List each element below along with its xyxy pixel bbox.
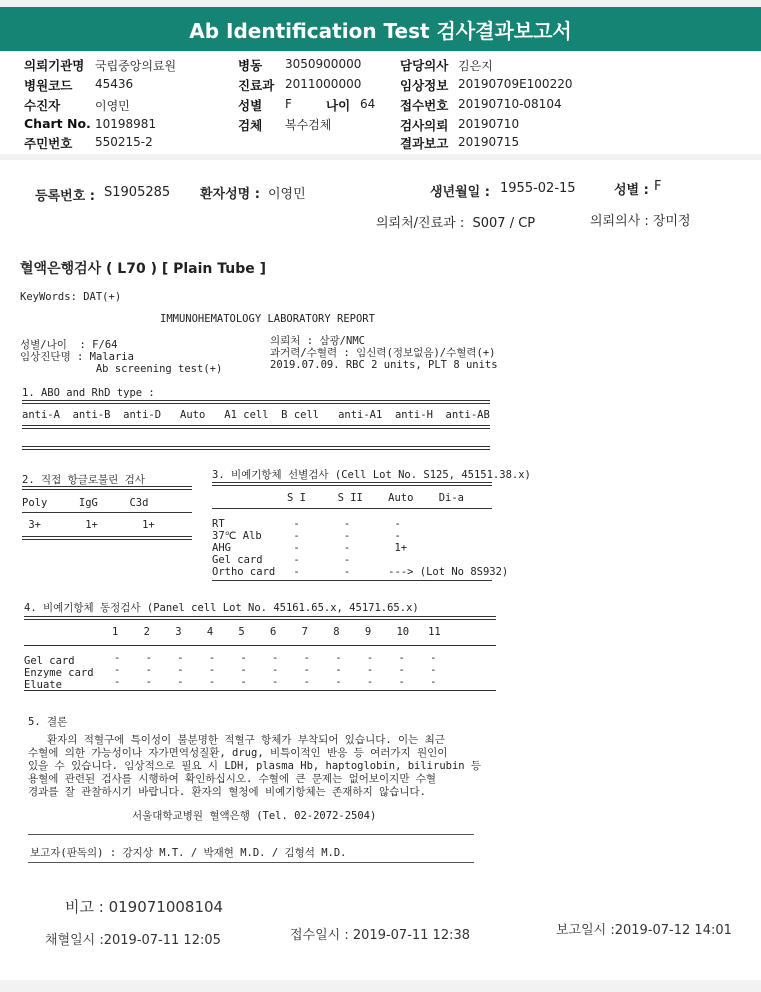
sex-value: F (285, 97, 292, 111)
divider (22, 512, 192, 513)
name-value: 이영민 (268, 187, 306, 202)
reg-label: 등록번호 : (35, 189, 95, 204)
screen-row-labels: RT 37℃ Alb AHG Gel card Ortho card (212, 518, 276, 578)
institution-label: 의뢰기관명 (24, 58, 85, 73)
chart-value: 10198981 (95, 117, 157, 131)
report-sex-label: 성별 : (614, 183, 649, 198)
clinical-value: 20190709E100220 (458, 77, 573, 91)
divider (24, 645, 496, 646)
specimen-label: 검체 (238, 118, 263, 133)
request-value: 20190710 (458, 117, 520, 131)
panel-row-values: - - - - - - - - - - - - - - - - - - - - - - - - - - - - - - - - - (114, 652, 437, 688)
divider (212, 580, 492, 581)
signature-line (28, 834, 474, 835)
signature-line (28, 862, 474, 863)
result-label: 결과보고 (400, 136, 449, 151)
report-sex-value: F (654, 179, 662, 194)
dat-values: 3+ 1+ 1+ (22, 519, 155, 531)
divider (24, 616, 496, 620)
report-time: 보고일시 :2019-07-12 14:01 (556, 923, 732, 938)
keywords: KeyWords: DAT(+) (20, 291, 122, 303)
clinical-label: 임상정보 (400, 78, 449, 93)
divider (212, 508, 492, 509)
divider (24, 690, 496, 691)
dept-line: 의뢰처/진료과 : S007 / CP (376, 216, 536, 231)
institution-value: 국립중앙의료원 (95, 59, 177, 73)
abo-columns: anti-A anti-B anti-D Auto A1 cell B cell anti-A1 anti-H anti-AB (22, 409, 490, 421)
divider (22, 425, 490, 429)
test-title: 혈액은행검사 ( L70 ) [ Plain Tube ] (20, 261, 267, 277)
dat-title: 2. 직접 항글로불린 검사 (22, 474, 145, 486)
age-label: 나이 (326, 98, 351, 113)
divider (22, 446, 490, 450)
rrn-label: 주민번호 (24, 136, 73, 151)
age-value: 64 (360, 97, 376, 111)
dept-value: 2011000000 (285, 77, 362, 91)
hospital-line: 서울대학교병원 혈액은행 (Tel. 02-2072-2504) (132, 810, 377, 822)
name-label: 환자성명 : (200, 187, 260, 202)
request-label: 검사의뢰 (400, 118, 449, 133)
chart-label: Chart No. (24, 116, 91, 131)
panel-row-labels: Gel card Enzyme card Eluate (24, 655, 94, 691)
specimen-value: 복수검체 (285, 118, 332, 132)
sex-label: 성별 (238, 98, 263, 113)
ward-label: 병동 (238, 58, 263, 73)
hospital-code-value: 45436 (95, 77, 134, 91)
rrn-value: 550215-2 (95, 135, 153, 149)
patient-summary: 성별/나이 : F/64 임상진단명 : Malaria Ab screening test(+) (20, 339, 223, 375)
panel-title: 4. 비예기항체 동정검사 (Panel cell Lot No. 45161.65.x, 45171.65.x) (24, 602, 419, 614)
patient-label: 수진자 (24, 98, 61, 113)
dat-header: Poly IgG C3d (22, 497, 149, 509)
patient-value: 이영민 (95, 99, 130, 113)
accept-time: 접수일시 : 2019-07-11 12:38 (290, 928, 471, 943)
result-value: 20190715 (458, 135, 520, 149)
conclusion-title: 5. 결론 (28, 716, 68, 728)
reporter-line: 보고자(판독의) : 강지상 M.T. / 박재현 M.D. / 김형석 M.D. (30, 847, 347, 859)
lab-title: IMMUNOHEMATOLOGY LABORATORY REPORT (160, 313, 375, 325)
reg-value: S1905285 (104, 185, 171, 200)
ward-value: 3050900000 (285, 57, 362, 71)
doctor-label: 담당의사 (400, 58, 449, 73)
doctor-value: 김은지 (458, 59, 493, 73)
collect-time: 채혈일시 :2019-07-11 12:05 (45, 933, 221, 948)
divider (212, 482, 492, 486)
screen-title: 3. 비예기항체 선별검사 (Cell Lot No. S125, 45151.38.x) (212, 469, 531, 481)
screen-row-values: - - - - - - - - 1+ - - - - ---> (Lot No 8S932) (293, 518, 509, 578)
referral-summary: 의뢰처 : 삼광/NMC 과거력/수혈력 : 임신력(정보없음)/수혈력(+) 2019.07.09. RBC 2 units, PLT 8 units (270, 335, 498, 371)
page-title: Ab Identification Test 검사결과보고서 (189, 19, 572, 43)
abo-title: 1. ABO and RhD type : (22, 387, 155, 399)
divider (22, 486, 192, 490)
conclusion-text: 환자의 적혈구에 특이성이 불분명한 적혈구 항체가 부착되어 있습니다. 이는 최근 수혈에 의한 가능성이나 자가면역성질환, drug, 비특이적인 반응 등 여러가지 원인이 있을 수 있습니다. 임상적으로 필요 시 LDH, plasma Hb, haptoglobin, bilirubin 등 용혈에 관련된 검사를 시행하여 확인하십시오. 수혈에 큰 문제는 없어보이지만 수혈 경과를 잘 관찰하시기 바랍니다. 환자의 혈청에 비예기항체는 존재하지 않습니다. (28, 734, 482, 798)
dept-label: 진료과 (238, 78, 275, 93)
receipt-value: 20190710-08104 (458, 97, 562, 111)
panel-numbers: 1 2 3 4 5 6 7 8 9 10 11 (112, 626, 441, 638)
physician-line: 의뢰의사 : 장미정 (590, 214, 691, 229)
screen-header: S I S II Auto Di-a (287, 492, 465, 504)
dob-value: 1955-02-15 (500, 181, 576, 196)
dob-label: 생년월일 : (430, 185, 490, 200)
divider (22, 536, 192, 540)
hospital-code-label: 병원코드 (24, 78, 73, 93)
note: 비고 : 019071008104 (65, 898, 224, 916)
receipt-label: 접수번호 (400, 98, 449, 113)
divider (22, 400, 490, 404)
